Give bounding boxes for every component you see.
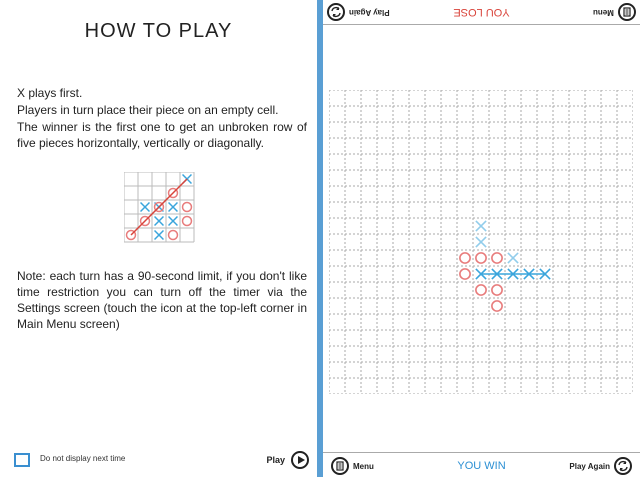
menu-top-label[interactable]: Menu xyxy=(593,8,614,17)
o-piece xyxy=(183,203,192,212)
dont-show-label: Do not display next time xyxy=(40,454,126,463)
demo-board xyxy=(124,172,204,252)
play-icon xyxy=(298,456,305,464)
opponent-bar xyxy=(323,0,640,24)
help-footer xyxy=(0,449,317,477)
how-to-play-panel xyxy=(0,0,317,477)
play-button[interactable] xyxy=(291,451,309,469)
o-piece xyxy=(460,269,470,279)
play-again-top-label[interactable]: Play Again xyxy=(349,8,390,17)
x-piece xyxy=(476,237,486,247)
menu-icon xyxy=(620,5,634,19)
divider-top xyxy=(323,24,640,25)
x-piece xyxy=(169,217,178,226)
menu-bottom-label[interactable]: Menu xyxy=(353,462,374,471)
dont-show-checkbox[interactable] xyxy=(14,453,30,467)
timer-note: Note: each turn has a 90-second limit, if you don't like time restriction you can turn off the timer via the Settings screen (touch the icon at the top-left corner in Main Menu screen) xyxy=(17,269,307,331)
player-bar xyxy=(323,453,640,477)
o-piece xyxy=(183,217,192,226)
player-status: YOU WIN xyxy=(457,460,506,472)
o-piece xyxy=(492,253,502,263)
rule-turns: Players in turn place their piece on an empty cell. xyxy=(17,103,279,117)
game-panel xyxy=(323,0,640,477)
o-piece xyxy=(492,285,502,295)
o-piece xyxy=(476,285,486,295)
play-label[interactable]: Play xyxy=(266,455,285,465)
x-piece xyxy=(155,231,164,240)
play-again-bottom-label[interactable]: Play Again xyxy=(569,462,610,471)
o-piece xyxy=(476,253,486,263)
x-piece xyxy=(508,253,518,263)
o-piece xyxy=(169,231,178,240)
x-piece xyxy=(476,221,486,231)
x-piece xyxy=(141,203,150,212)
game-board[interactable] xyxy=(329,90,633,394)
opponent-status: YOU LOSE xyxy=(453,6,510,18)
refresh-icon xyxy=(616,459,630,473)
play-again-bottom-button[interactable] xyxy=(614,457,632,475)
x-piece xyxy=(155,217,164,226)
o-piece xyxy=(460,253,470,263)
win-line xyxy=(131,179,187,235)
page-title: HOW TO PLAY xyxy=(84,20,233,42)
rule-first-player: X plays first. xyxy=(17,86,83,100)
menu-top-button[interactable] xyxy=(618,3,636,21)
o-piece xyxy=(492,301,502,311)
x-piece xyxy=(169,203,178,212)
rule-winner: The winner is the first one to get an unbroken row of five pieces horizontally, vertically or diagonally. xyxy=(17,120,307,150)
